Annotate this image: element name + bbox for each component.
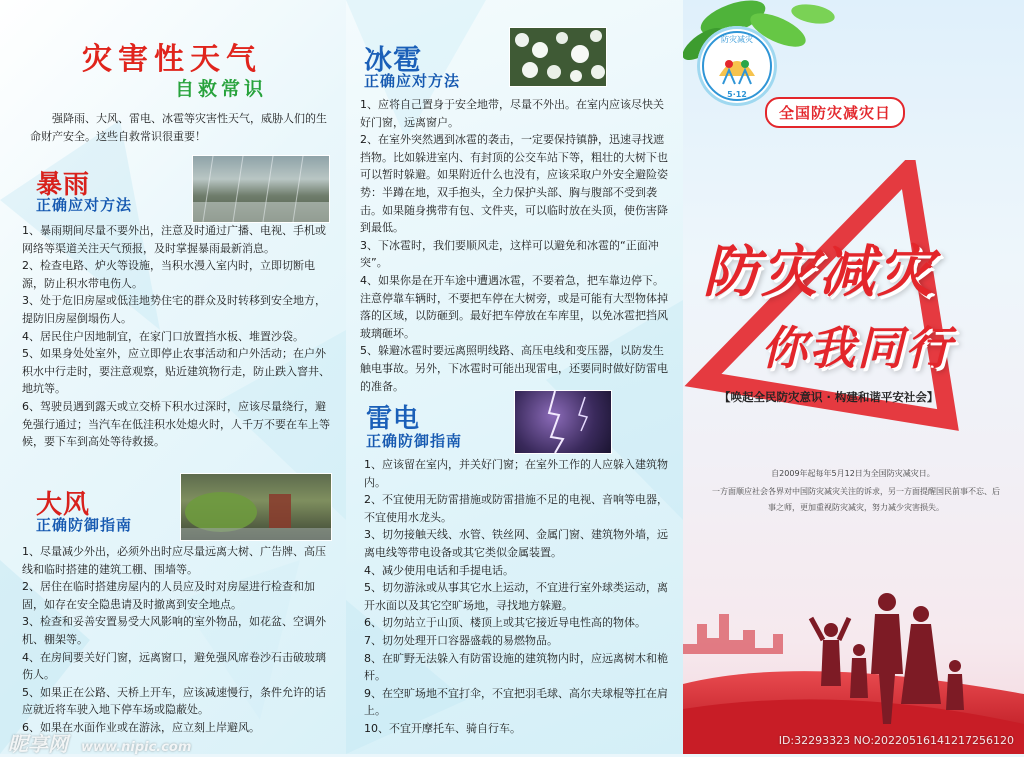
watermark-brand bbox=[8, 728, 191, 757]
description-2: 一方面顺应社会各界对中国防灾减灾关注的诉求，另一方面提醒国民前事不忘、后事之师，更加重视防灾减灾，努力减少灾害损失。 bbox=[712, 487, 1000, 512]
watermark-url: www.nipic.com bbox=[80, 740, 192, 755]
panel-left bbox=[0, 0, 346, 754]
thunder-subtitle: 正确防御指南 bbox=[366, 432, 463, 450]
logo-date: 5·12 bbox=[727, 90, 747, 99]
intro-text: 强降雨、大风、雷电、冰雹等灾害性天气，威胁人们的生命财产安全。这些自救常识很重要！ bbox=[30, 112, 327, 143]
main-subtitle: 自救常识 bbox=[175, 78, 268, 100]
rain-streaks-icon bbox=[193, 156, 329, 222]
lightning-bolt-icon bbox=[515, 391, 611, 453]
wind-subtitle: 正确防御指南 bbox=[36, 516, 133, 534]
panel-middle bbox=[346, 0, 683, 754]
rainstorm-title: 暴雨 bbox=[36, 170, 91, 200]
watermark-brand-text: 昵享网 bbox=[8, 732, 68, 756]
hail-photo bbox=[509, 27, 607, 87]
watermark-id: ID:32293323 NO:20220516141217256120 bbox=[778, 734, 1014, 747]
hail-text: 1、应将自己置身于安全地带，尽量不外出。在室内应该尽快关好门窗，远离窗户。 2、在室外突然遇到冰雹的袭击，一定要保持镇静，迅速寻找遮挡物。比如躲进室内、有封顶的公交车站下等，粗壮的大树下也可以暂时躲避。如果附近什么也没有，应该采取户外安全避险姿势：半蹲在地，双手抱头，全力保护头部、胸与腹部不受到袭击。如果随身携带有包、文件夹，可以临时放在头顶，使伤害降到最低。 3、下冰雹时，我们要顺风走，这样可以避免和冰雹的“正面冲突”。 4、如果你是在开车途中遭遇冰雹，不要着急，把车靠边停下。注意停靠车辆时，不要把车停在大树旁，或是可能有大型物体掉落的区域，以防砸到。最好把车停放在车库里，以免冰雹把挡风玻璃砸坏。 5、躲避冰雹时要远离照明线路、高压电线和变压器，以防发生触电事故。另外，下冰雹时可能出现雷电，还要同时做好防雷电的准备。 bbox=[360, 98, 668, 393]
thunder-text: 1、应该留在室内，并关好门窗；在室外工作的人应躲入建筑物内。 2、不宜使用无防雷措施或防雷措施不足的电视、音响等电器，不宜使用水龙头。 3、切勿接触天线、水管、铁丝网、金属门窗、建筑物外墙，远离电线等带电设备或其它类似金属装置。 4、减少使用电话和手提电话。 5、切勿游泳或从事其它水上运动，不宜进行室外球类运动，离开水面以及其它空旷场地，寻找地方躲避。 6、切勿站立于山顶、楼顶上或其它接近导电性高的物体。 7、切勿处理开口容器盛载的易燃物品。 8、在旷野无法躲入有防雷设施的建筑物内时，应远离树木和桅杆。 9、在空旷场地不宜打伞，不宜把羽毛球、高尔夫球棍等扛在肩上。 10、不宜开摩托车、骑自行车。 bbox=[364, 458, 668, 735]
wind-title: 大风 bbox=[36, 490, 91, 520]
logo-text: 防灾减灾 bbox=[721, 35, 753, 44]
description-1: 自2009年起每年5月12日为全国防灾减灾日。 bbox=[771, 469, 935, 478]
hail-subtitle: 正确应对方法 bbox=[364, 72, 461, 90]
headline-1: 防灾减灾 bbox=[703, 240, 935, 305]
disaster-day-logo bbox=[697, 26, 777, 106]
thunder-title: 雷电 bbox=[366, 404, 421, 434]
wind-photo bbox=[180, 473, 332, 541]
rainstorm-subtitle: 正确应对方法 bbox=[36, 196, 133, 214]
headline-2: 你我同行 bbox=[761, 321, 953, 375]
hail-title: 冰雹 bbox=[364, 43, 423, 76]
rainstorm-photo bbox=[192, 155, 330, 223]
slogan: 【唤起全民防灾意识 · 构建和谐平安社会】 bbox=[719, 390, 939, 404]
hailstones-icon bbox=[510, 28, 606, 86]
rainstorm-text: 1、暴雨期间尽量不要外出，注意及时通过广播、电视、手机或网络等渠道关注天气预报，及时掌握暴雨最新消息。 2、检查电路、炉火等设施，当积水漫入室内时，立即切断电源，防止积水带电伤人。 3、处于危旧房屋或低洼地势住宅的群众及时转移到安全地方，提防旧房屋倒塌伤人。 4、居民住户因地制宜，在家门口放置挡水板、堆置沙袋。 5、如果身处处室外，应立即停止农事活动和户外活动；在户外积水中行走时，要注意观察，贴近建筑物行走，防止跌入窨井、地坑等。 6、驾驶员遇到露天或立交桥下积水过深时，应该尽量绕行，避免强行通过；当汽车在低洼积水处熄火时，人千万不要在车上等候，要下车到高处等待救援。 bbox=[22, 224, 330, 449]
lightning-photo bbox=[514, 390, 612, 454]
wind-text: 1、尽量减少外出，必须外出时应尽量远离大树、广告牌、高压线和临时搭建的建筑工棚、围墙等。 2、居住在临时搭建房屋内的人员应及时对房屋进行检查和加固，如存在安全隐患请及时撤离到安全地点。 3、检查和妥善安置易受大风影响的室外物品，如花盆、空调外机、棚架等。 4、在房间要关好门窗，远离窗口，避免强风席卷沙石击破玻璃伤人。 5、如果正在公路、天桥上开车，应该减速慢行，条件允许的话应就近将车驶入地下停车场或隐蔽处。 6、如果在水面作业或在游泳，应立刻上岸避风。 bbox=[22, 545, 326, 734]
panel-right-cover bbox=[683, 0, 1024, 754]
main-title: 灾害性天气 bbox=[82, 42, 262, 77]
disaster-day-badge: 全国防灾减灾日 bbox=[765, 97, 905, 128]
family-silhouette-illustration bbox=[683, 574, 1024, 754]
fallen-tree-icon bbox=[181, 474, 331, 540]
